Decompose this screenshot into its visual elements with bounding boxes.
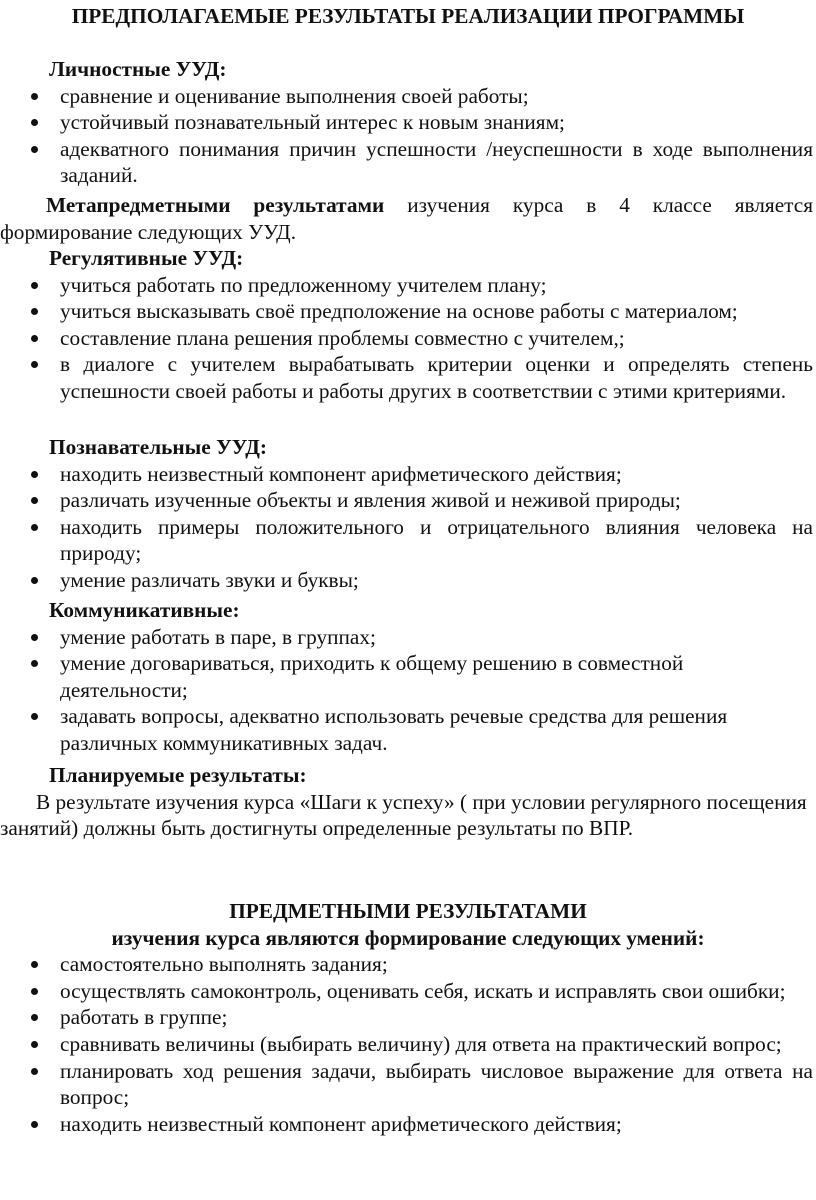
personal-heading: Личностные УУД: bbox=[49, 57, 227, 81]
list-item: различать изученные объекты и явления живой и неживой природы; bbox=[3, 487, 813, 514]
personal-section bbox=[3, 56, 813, 189]
list-item: составление плана решения проблемы совместно с учителем,; bbox=[3, 325, 813, 352]
planned-heading: Планируемые результаты: bbox=[49, 763, 307, 787]
communicative-heading: Коммуникативные: bbox=[49, 598, 240, 622]
list-item: умение различать звуки и буквы; bbox=[3, 567, 813, 594]
list-item: находить неизвестный компонент арифметического действия; bbox=[3, 461, 813, 488]
cognitive-section bbox=[3, 434, 813, 594]
list-item: умение договариваться, приходить к общему решению в совместной деятельности; bbox=[3, 650, 813, 703]
subject-heading: ПРЕДМЕТНЫМИ РЕЗУЛЬТАТАМИ bbox=[229, 899, 587, 923]
list-item: планировать ход решения задачи, выбирать числовое выражение для ответа на вопрос; bbox=[3, 1058, 813, 1111]
list-item: учиться высказывать своё предположение на основе работы с материалом; bbox=[3, 298, 813, 325]
planned-section bbox=[0, 762, 813, 842]
list-item: осуществлять самоконтроль, оценивать себя, искать и исправлять свои ошибки; bbox=[3, 978, 813, 1005]
list-item: находить примеры положительного и отрицательного влияния человека на природу; bbox=[3, 514, 813, 567]
subject-list bbox=[3, 951, 813, 1137]
subject-section bbox=[3, 898, 813, 1137]
meta-text: изучения курса в 4 классе является формирование следующих УУД. bbox=[0, 193, 813, 244]
planned-text: В результате изучения курса «Шаги к успеху» ( при условии регулярного посещения занятий) должны быть достигнуты определенные результаты по ВПР. bbox=[0, 789, 807, 841]
list-item: адекватного понимания причин успешности /неуспешности в ходе выполнения заданий. bbox=[3, 136, 813, 189]
subject-subheading: изучения курса являются формирование следующих умений: bbox=[111, 925, 705, 950]
regulatory-list bbox=[3, 272, 813, 405]
communicative-list bbox=[3, 624, 813, 757]
list-item: задавать вопросы, адекватно использовать речевые средства для решения различных коммуникативных задач. bbox=[3, 703, 813, 756]
cognitive-heading: Познавательные УУД: bbox=[49, 435, 267, 459]
cognitive-list bbox=[3, 461, 813, 594]
communicative-section bbox=[3, 597, 813, 757]
meta-paragraph bbox=[0, 192, 813, 245]
list-item: работать в группе; bbox=[3, 1004, 813, 1031]
list-item: умение работать в паре, в группах; bbox=[3, 624, 813, 651]
list-item: находить неизвестный компонент арифметического действия; bbox=[3, 1111, 813, 1138]
list-item: учиться работать по предложенному учителем плану; bbox=[3, 272, 813, 299]
meta-bold: Метапредметными результатами bbox=[46, 193, 385, 217]
regulatory-section bbox=[3, 245, 813, 405]
regulatory-heading: Регулятивные УУД: bbox=[49, 246, 244, 270]
list-item: сравнение и оценивание выполнения своей работы; bbox=[3, 83, 813, 110]
list-item: в диалоге с учителем вырабатывать критерии оценки и определять степень успешности своей работы и работы других в соответствии с этими критериями. bbox=[3, 351, 813, 404]
list-item: устойчивый познавательный интерес к новым знаниям; bbox=[3, 109, 813, 136]
list-item: сравнивать величины (выбирать величину) для ответа на практический вопрос; bbox=[3, 1031, 813, 1058]
personal-list bbox=[3, 83, 813, 189]
list-item: самостоятельно выполнять задания; bbox=[3, 951, 813, 978]
document-title: ПРЕДПОЛАГАЕМЫЕ РЕЗУЛЬТАТЫ РЕАЛИЗАЦИИ ПРОГРАММЫ bbox=[71, 4, 745, 28]
